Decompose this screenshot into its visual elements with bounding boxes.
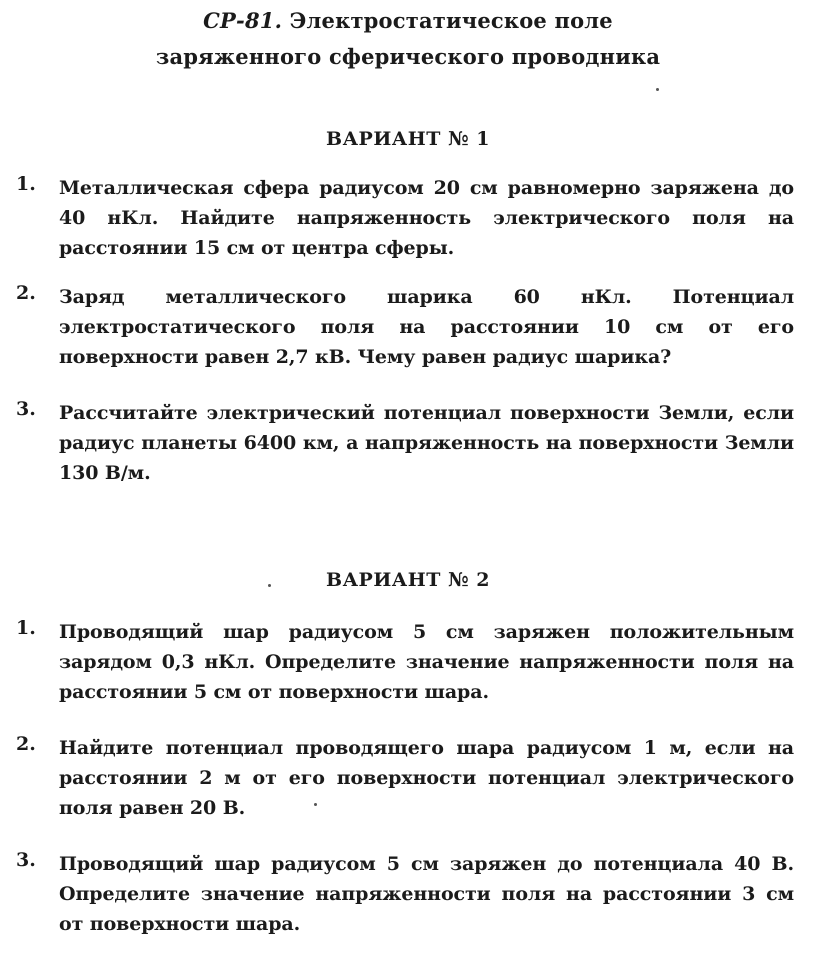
- task-text: Проводящий шар радиусом 5 см заряжен положительным зарядом 0,3 нКл. Определите значение напряженности поля на расстоянии 5 см от поверхности шара.: [59, 621, 794, 703]
- task-text: Металлическая сфера радиусом 20 см равномерно заряжена до 40 нКл. Найдите напряженность электрического поля на расстоянии 15 см от центра сферы.: [59, 177, 794, 259]
- scan-speck: [268, 584, 271, 587]
- worksheet-code: СР-81.: [203, 8, 283, 33]
- page-subtitle: заряженного сферического проводника: [155, 44, 661, 69]
- variant-1-heading: ВАРИАНТ № 1: [326, 128, 490, 150]
- task-number: 3.: [16, 398, 36, 420]
- scan-speck: [656, 88, 659, 91]
- task-number: 2.: [16, 282, 36, 304]
- scan-speck: [314, 803, 317, 806]
- page-title: [0, 8, 816, 34]
- title-line-1: Электростатическое поле: [289, 8, 613, 33]
- task-number: 2.: [16, 733, 36, 755]
- task-text: Рассчитайте электрический потенциал поверхности Земли, если радиус планеты 6400 км, а напряженность на поверхности Земли 130 В/м.: [59, 402, 794, 484]
- task-number: 3.: [16, 849, 36, 871]
- task-number: 1.: [16, 617, 36, 639]
- variant-2-heading: ВАРИАНТ № 2: [326, 569, 490, 591]
- task-text: Проводящий шар радиусом 5 см заряжен до потенциала 40 В. Определите значение напряженности поля на расстоянии 3 см от поверхности шара.: [59, 853, 794, 935]
- task-text: Найдите потенциал проводящего шара радиусом 1 м, если на расстоянии 2 м от его поверхности потенциал электрического поля равен 20 В.: [59, 737, 794, 819]
- task-text: Заряд металлического шарика 60 нКл. Потенциал электростатического поля на расстоянии 10 см от его поверхности равен 2,7 кВ. Чему равен радиус шарика?: [59, 286, 794, 368]
- task-number: 1.: [16, 173, 36, 195]
